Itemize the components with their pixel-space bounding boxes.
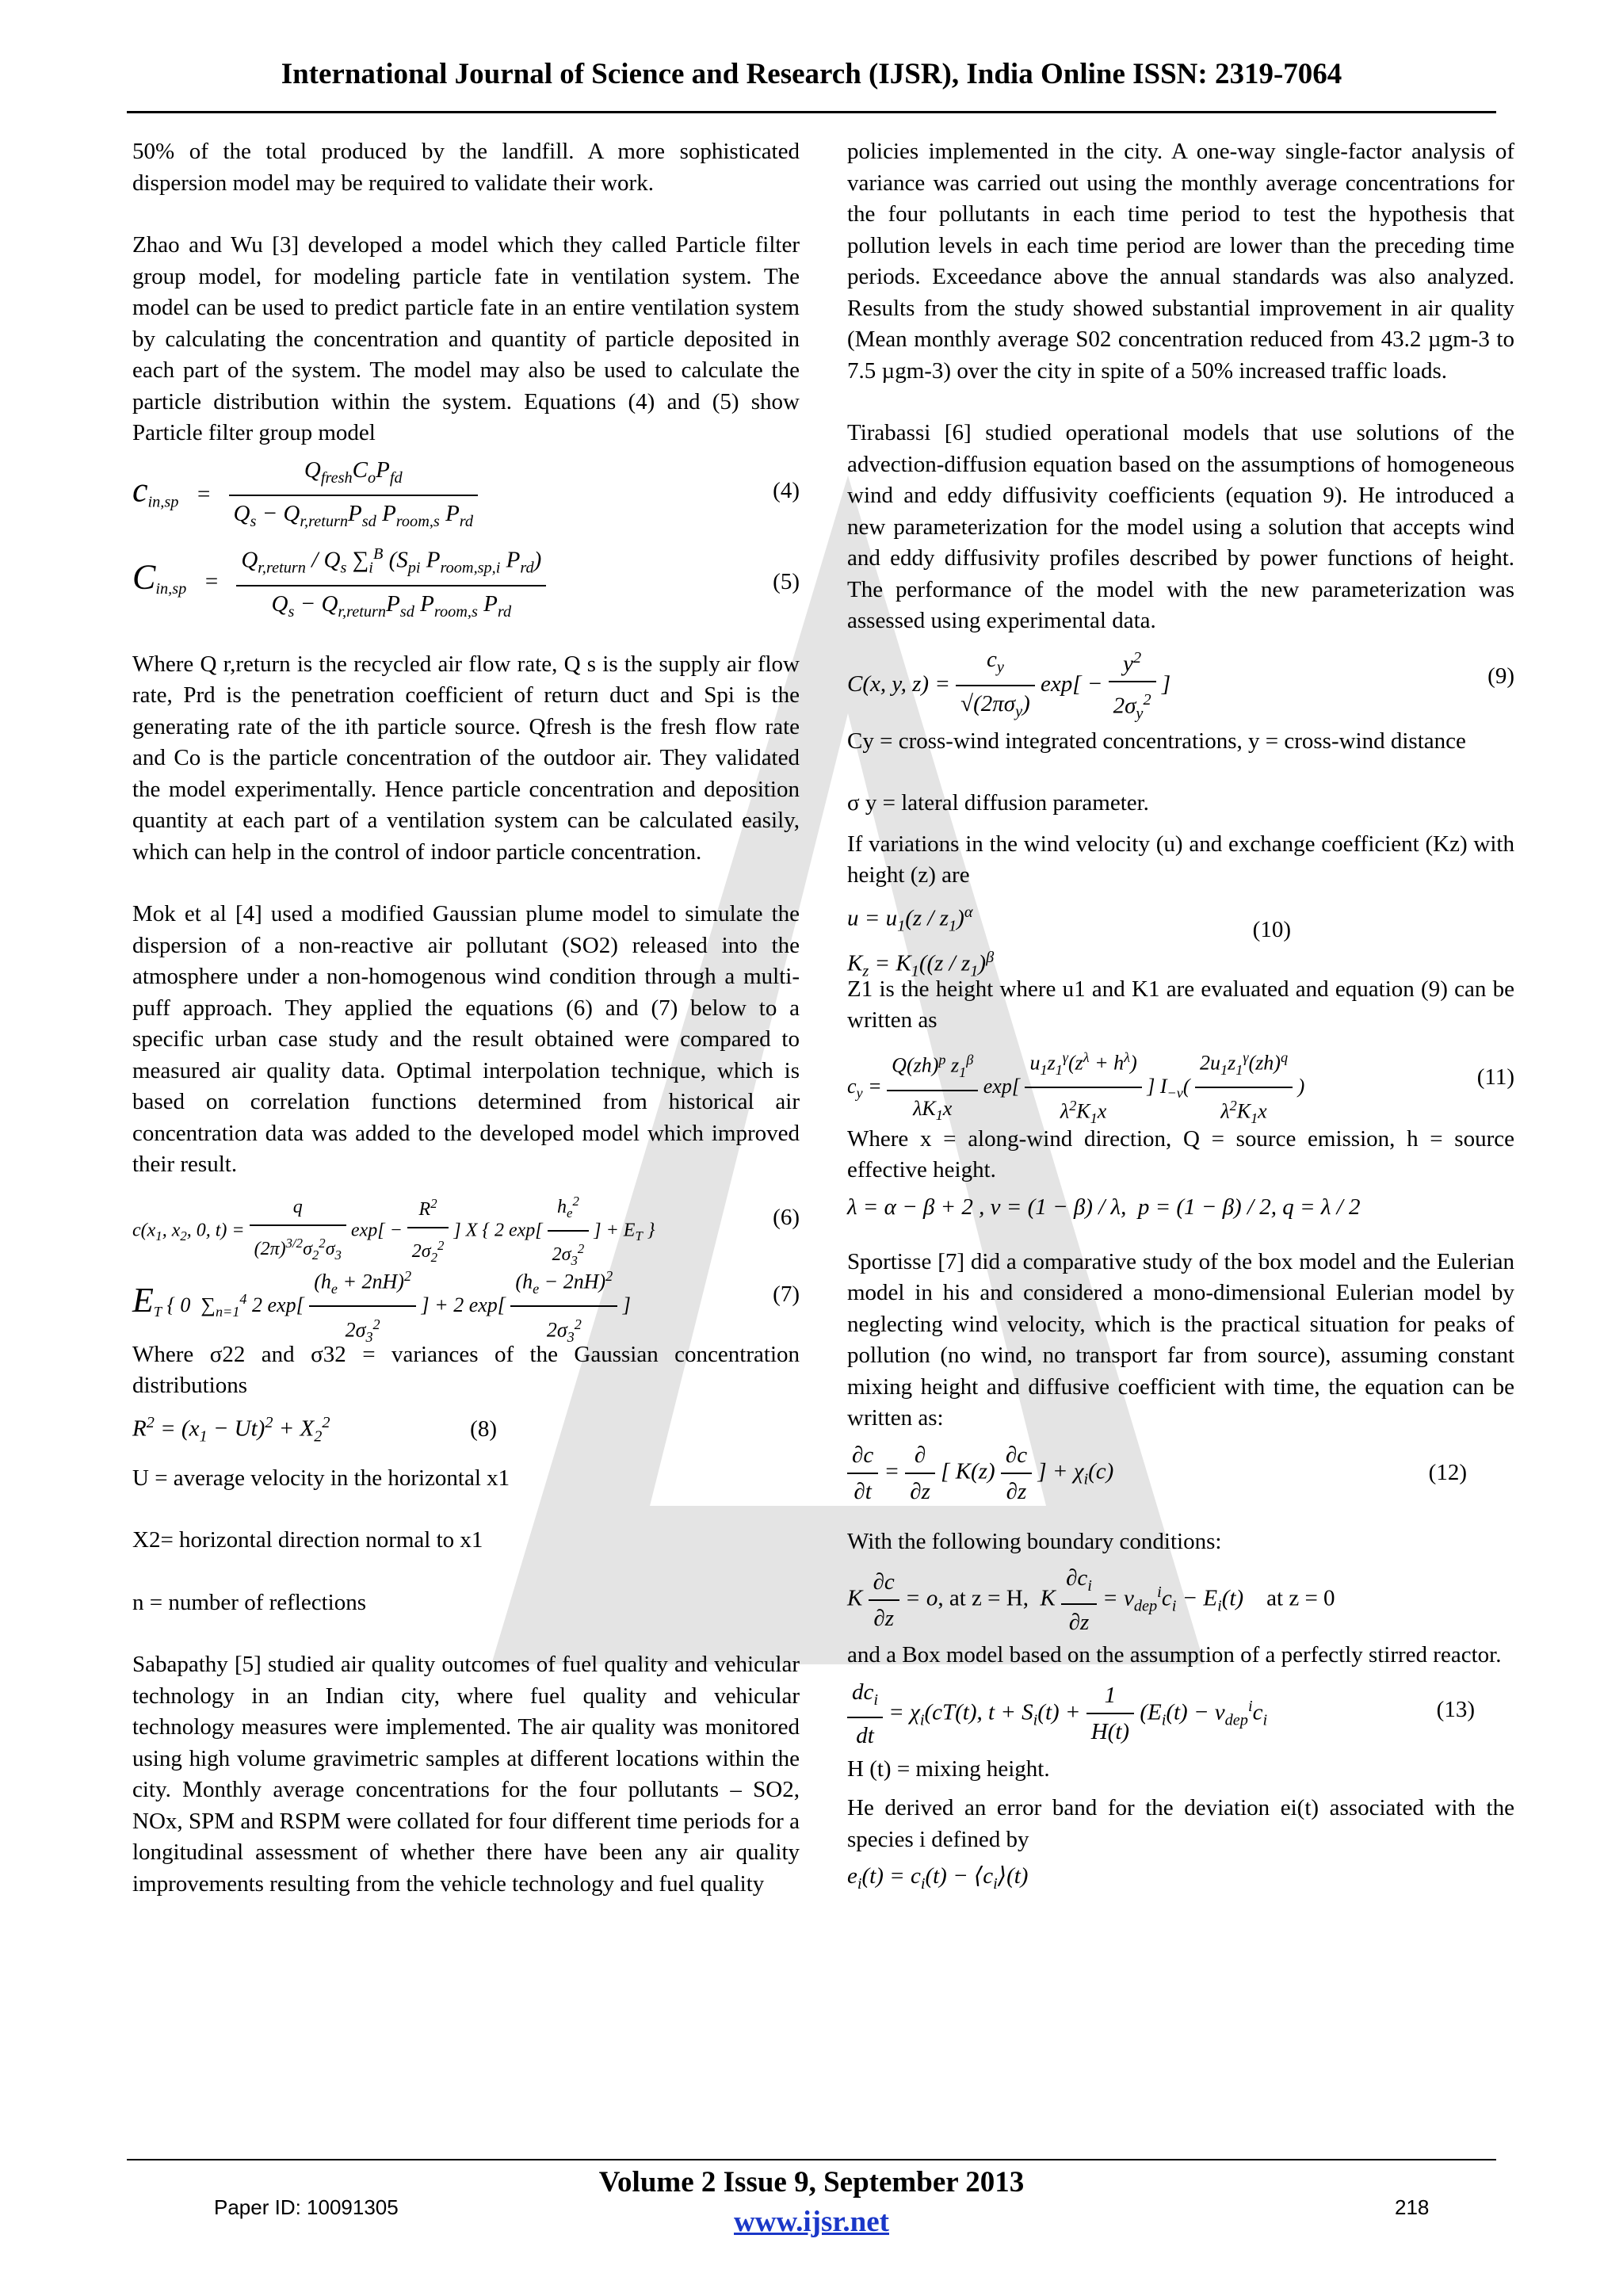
journal-header: International Journal of Science and Research (IJSR), India Online ISSN: 2319-7064: [281, 58, 1342, 90]
footer-paper-id: Paper ID: 10091305: [214, 2195, 399, 2219]
header-rule: [127, 111, 1496, 113]
equation-5-number: (5): [773, 568, 800, 594]
equation-12: $\frac{\partial c}{\partial t}$ = $\frac{\partial}{\partial z}$ [ K(z) $\frac{\partial c}{\partial z}$ ] + $\chi_i(c)$ (12): [847, 1439, 1514, 1506]
boundary-conditions: K $\frac{\partial c}{\partial z}$ = o, at z = H, K $\frac{\partial c_i}{\partial z}$ = $v_{dep}^ic_i - E_i(t)$ at z = 0: [847, 1562, 1514, 1629]
definition-u: U = average velocity in the horizontal x1: [132, 1465, 510, 1491]
equation-6: $c(x_1$, $x_2$, 0, t) = $\frac{q}{(2\pi)^{3/2}\sigma_2^2\sigma_3}$ exp[ − $\frac{R^2}{2\sigma_2^2}$ ] X { 2 exp[ $\frac{h_e^2}{2\sigma_3^2}$ ] + $E_T$ } (6): [132, 1186, 800, 1249]
equation-5-fraction: $\frac{Q_{r,return} / Q_s \sum_i^B (S_{pi} P_{room,sp,i} P_{rd})}{Q_s - Q_{r,return}P_{sd} P_{room,s} P_{rd}}$: [236, 538, 546, 628]
right-paragraph-9: He derived an error band for the deviation ei(t) associated with the species i defined by: [847, 1795, 1514, 1852]
footer-url-link[interactable]: www.ijsr.net: [734, 2206, 889, 2238]
equation-4: $c_{in,sp}$ = $\frac{Q_{fresh}C_oP_{fd}}{Q_s - Q_{r,return}P_{sd} P_{room,s} P_{rd}}$ (4): [132, 454, 800, 527]
definition-n: n = number of reflections: [132, 1589, 366, 1615]
definition-h: H (t) = mixing height.: [847, 1755, 1050, 1782]
right-paragraph-7: With the following boundary conditions:: [847, 1528, 1222, 1554]
equation-9: C(x, y, z) = $\frac{c_y}{√(2\pi\sigma_y)}$ exp[ − $\frac{y^2}{2\sigma_y^2}$ ] (9): [847, 642, 1514, 710]
equation-5: $C_{in,sp}$ = $\frac{Q_{r,return} / Q_s \sum_i^B (S_{pi} P_{room,sp,i} P_{rd})}{Q_s - Q_{r,return}P_{sd} P_{room,s} P_{rd}}$ (5): [132, 538, 800, 625]
footer-page-number: 218: [1395, 2195, 1430, 2219]
bc-end-text: at z = 0: [1266, 1585, 1335, 1611]
definition-x2: X2= horizontal direction normal to x1: [132, 1527, 483, 1553]
right-paragraph-6: Sportisse [7] did a comparative study of the box model and the Eulerian model in his and considered a mono-dimensional Eulerian model by neglecting wind velocity, which is the practical situation for peaks of pollution (no wind, no transport far from source), assuming constant mixing height and diffusive coefficient with time, the equation can be written as:: [847, 1248, 1514, 1431]
right-paragraph-2: Tirabassi [6] studied operational models that use solutions of the advection-diffusion equation based on the assumptions of homogeneous wind and eddy diffusivity coefficients (equation 9). He introduced a new parameterization for the model using a solution that accepts wind and eddy diffusivity profiles described by power functions of height. The performance of the model with the new parameterization was assessed using experimental data.: [847, 420, 1514, 633]
equation-11-number: (11): [1476, 1064, 1514, 1090]
right-column: [847, 136, 1514, 1911]
right-paragraph-8: and a Box model based on the assumption of a perfectly stirred reactor.: [847, 1642, 1502, 1668]
bc-mid-text: , at z = H,: [938, 1585, 1029, 1611]
left-paragraph-1: 50% of the total produced by the landfill. A more sophisticated dispersion model may be required to validate their work.: [132, 139, 800, 196]
equation-8: $R^2 = (x_1 - Ut)^2 + X_2^2$ (8): [132, 1413, 497, 1445]
left-paragraph-4: Mok et al [4] used a modified Gaussian plume model to simulate the dispersion of a non-reactive air pollutant (SO2) released into the atmosphere under a non-homogenous wind condition through a multi-puff approach. They applied the equations (6) and (7) below to a specific urban case study and the result obtained were compared to measured air quality data. Optimal interpolation technique, which is based on correlation functions determined from historical air concentration data was added to the developed model which improved their result.: [132, 901, 800, 1177]
equation-error: $e_i(t) = c_i(t)$ − $⟨c_i⟩(t)$: [847, 1863, 1029, 1893]
left-paragraph-5: Where σ22 and σ32 = variances of the Gaussian concentration distributions: [132, 1341, 800, 1398]
right-paragraph-4: Z1 is the height where u1 and K1 are evaluated and equation (9) can be written as: [847, 976, 1514, 1033]
equation-7-number: (7): [773, 1281, 800, 1307]
definition-sigma-y: σ y = lateral diffusion parameter.: [847, 790, 1149, 816]
equation-7: $E_T$ { 0 $\sum_{n=1}^4$ 2 exp[ $\frac{(h_e + 2nH)^2}{2\sigma_3^2}$ ] + 2 exp[ $\frac{(h_e - 2nH)^2}{2\sigma_3^2}$ ] (7): [132, 1260, 800, 1328]
equation-13-number: (13): [1436, 1696, 1475, 1722]
equation-8-number: (8): [470, 1416, 497, 1442]
equation-6-number: (6): [773, 1204, 800, 1230]
left-paragraph-3: Where Q r,return is the recycled air flow rate, Q s is the supply air flow rate, Prd is the penetration coefficient of return duct and Spi is the generating rate of the ith particle source. Qfresh is the fresh flow rate and Co is the particle concentration of the outdoor air. They validated the model experimentally. Hence particle concentration and deposition quantity at each part of a ventilation system can be calculated easily, which can help in the control of indoor particle concentration.: [132, 651, 800, 865]
equation-lambda: λ = α − β + 2 , v = (1 − β) / λ, p = (1 − β) / 2, q = λ / 2: [847, 1194, 1361, 1220]
right-paragraph-5: Where x = along-wind direction, Q = source emission, h = source effective height.: [847, 1125, 1514, 1182]
equation-13: $\frac{dc_i}{dt}$ = $\chi_i(cT(t)$, $t + S_i(t)$ + $\frac{1}{H(t)}$ ($E_i(t) - v_{dep}^ic_i$ (13): [847, 1676, 1514, 1743]
equation-12-number: (12): [1428, 1459, 1467, 1485]
left-column: [132, 136, 800, 1931]
right-paragraph-3: If variations in the wind velocity (u) and exchange coefficient (Kz) with height (z) are: [847, 831, 1514, 888]
equation-11: $c_y$ = $\frac{Q(zh)^p z_1^\beta}{\lambda K_1x}$ exp[ $\frac{u_1z_1^\gamma(z^\lambda + h^\lambda)}{\lambda^2K_1x}$ ] $I_{-v}$( $\frac{2u_1z_1^\gamma(zh)^q}{\lambda^2K_1x}$ ) (11): [847, 1041, 1514, 1113]
equation-10: $u = u_1(z / z_1)^\alpha$ $K_z = K_1((z / z_1)^\beta$ (10): [847, 903, 1291, 980]
left-paragraph-6: Sabapathy [5] studied air quality outcomes of fuel quality and vehicular technology in an Indian city, where fuel quality and vehicular technology measures were implemented. The air quality was monitored using high volume gravimetric samples at different locations within the city. Monthly average concentrations for the four pollutants – SO2, NOx, SPM and RSPM were collated for four different time periods for a longitudinal assessment of whether there have been any air quality improvements resulting from the vehicle technology and fuel quality: [132, 1652, 800, 1897]
equation-4-number: (4): [773, 477, 800, 503]
definition-cy: Cy = cross-wind integrated concentrations, y = cross-wind distance: [847, 728, 1466, 754]
equation-9-number: (9): [1487, 663, 1514, 689]
equation-4-fraction: $\frac{Q_{fresh}C_oP_{fd}}{Q_s - Q_{r,return}P_{sd} P_{room,s} P_{rd}}$: [229, 454, 479, 538]
footer-volume: Volume 2 Issue 9, September 2013: [598, 2166, 1025, 2199]
equation-10-number: (10): [1252, 916, 1291, 942]
left-paragraph-2: Zhao and Wu [3] developed a model which they called Particle filter group model, for modeling particle fate in ventilation system. The model can be used to predict particle fate in an entire ventilation system by calculating the concentration and quantity of particle deposited in each part of the system. The model may also be used to calculate the particle distribution within the system. Equations (4) and (5) show Particle filter group model: [132, 232, 800, 445]
footer-rule: [127, 2159, 1496, 2160]
right-paragraph-1: policies implemented in the city. A one-way single-factor analysis of variance was carried out using the monthly average concentrations for the four pollutants in each time period to test the hypothesis that pollution levels in each time period are lower than the preceding time periods. Exceedance above the annual standards was also analyzed. Results from the study showed substantial improvement in air quality (Mean monthly average S02 concentration reduced from 43.2 µgm-3 to 7.5 µgm-3) over the city in spite of a 50% increased traffic loads.: [847, 139, 1514, 384]
